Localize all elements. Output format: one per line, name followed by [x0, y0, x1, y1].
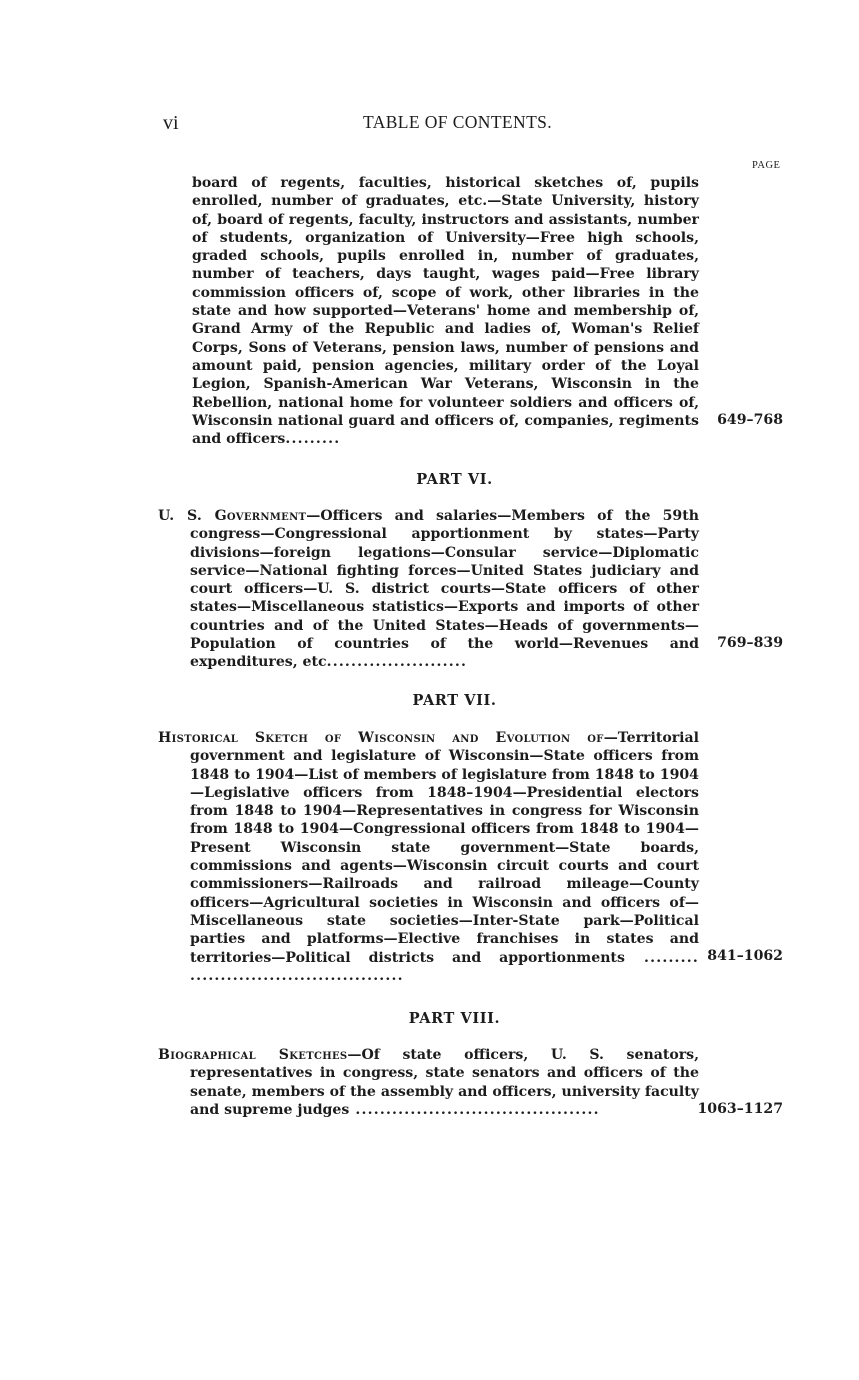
- toc-entry: [158, 1046, 699, 1119]
- entry-text: —Officers and salaries—Members of the 59th congress—Congressional apportionment by states—Party divisions—foreign legations—Consular service—Diplomatic service—National fighting forces—United States judiciary and court officers—U. S. district courts—State officers of other states—Miscellaneous statistics—Exports and imports of other countries and of the United States—Heads of governments—Population of countries of the world—Revenues and expenditures, etc: [190, 508, 699, 671]
- page-number: vi: [163, 112, 179, 134]
- toc-entry: [158, 507, 699, 672]
- entry-heading: Biographical Sketches: [158, 1047, 348, 1063]
- dot-leader: ......... ...................................: [190, 949, 699, 984]
- entry-text: board of regents, faculties, historical sketches of, pupils enrolled, number of graduates, etc.—State University, history of, board of regents, faculty, instructors and assistants, number of students, organization of University—Free high schools, graded schools, pupils enrolled in, number of graduates, number of teachers, days taught, wages paid—Free library commission officers of, scope of work, other libraries in the state and how supported—Veterans' home and membership of, Grand Army of the Republic and ladies of, Woman's Relief Corps, Sons of Veterans, pension laws, number of pensions and amount paid, pension agencies, military order of the Loyal Legion, Spanish-American War Veterans, Wisconsin in the Rebellion, national home for volunteer soldiers and officers of, Wisconsin national guard and officers of, companies, regiments and officers: [192, 175, 699, 448]
- page-range: 1063–1127: [697, 1101, 783, 1117]
- page-range: 769–839: [717, 635, 783, 651]
- dot-leader: .......................: [326, 654, 468, 671]
- running-head: TABLE OF CONTENTS.: [363, 112, 553, 132]
- entry-text: —Territorial government and legislature of Wisconsin—State officers from 1848 to 1904—List of members of legislature from 1848 to 1904—Legislative officers from 1848–1904—Presidential electors from 1848 to 1904—Representatives in congress for Wisconsin from 1848 to 1904—Congressional officers from 1848 to 1904—Present Wisconsin state government—State boards, commissions and agents—Wisconsin circuit courts and court commissioners—Railroads and railroad mileage—County officers—Agricultural societies in Wisconsin and officers of—Miscellaneous state societies—Inter-State park—Political parties and platforms—Elective franchises in states and territories—Political districts and apportionments: [190, 730, 699, 966]
- page-range: 841–1062: [707, 948, 783, 964]
- entry-heading: Historical Sketch of Wisconsin and Evolution of: [158, 730, 604, 746]
- page-column-label: PAGE: [752, 160, 781, 171]
- entry-heading: U. S. Government: [158, 508, 307, 524]
- page-range: 649–768: [717, 412, 783, 428]
- entry-text: —Of state officers, U. S. senators, representatives in congress, state senators and officers of the senate, members of the assembly and officers, university faculty and supreme judges: [190, 1047, 699, 1118]
- part-heading: PART VII.: [412, 692, 497, 709]
- dot-leader: ........................................: [349, 1101, 600, 1118]
- toc-entry: [158, 729, 699, 985]
- part-heading: PART VIII.: [408, 1010, 501, 1027]
- part-heading: PART VI.: [416, 471, 493, 488]
- dot-leader: .........: [285, 431, 341, 448]
- toc-entry-continued: [158, 174, 699, 448]
